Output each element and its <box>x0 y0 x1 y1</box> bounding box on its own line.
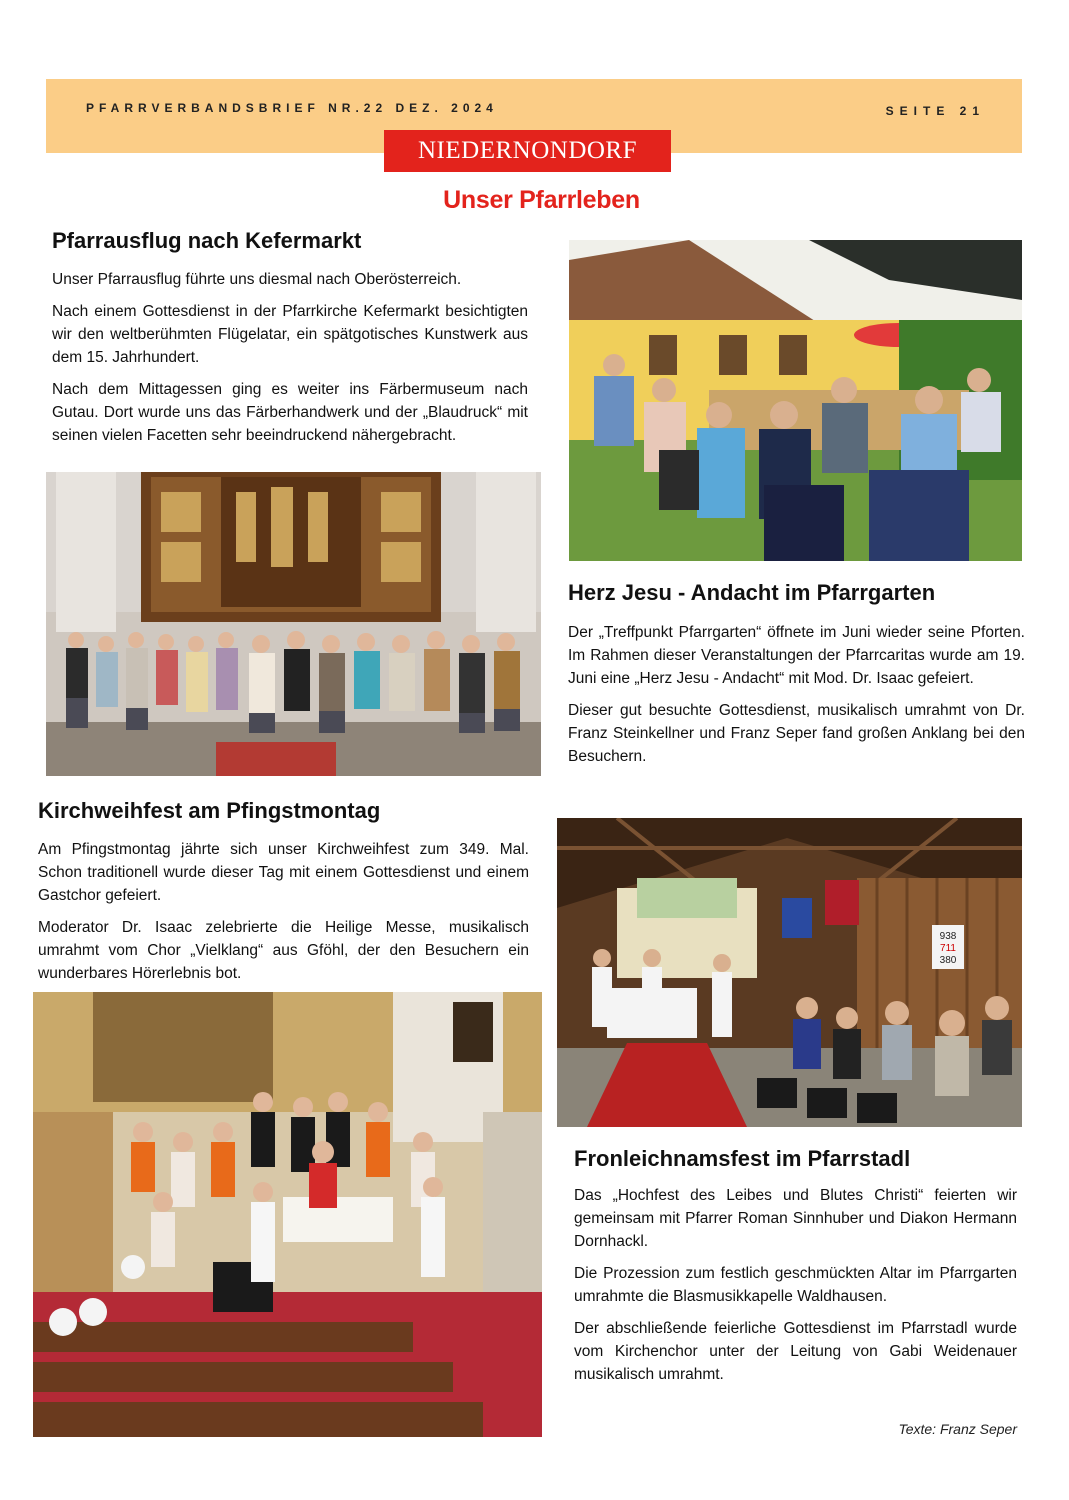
section-banner: NIEDERNONDORF <box>384 130 671 172</box>
paragraph: Dieser gut besuchte Gottesdienst, musikalisch umrahmt von Dr. Franz Steinkellner und Franz Seper fand großen Anklang bei den Besuchern. <box>568 702 1025 765</box>
photo-pfarrstadl <box>557 818 1022 1127</box>
article-body-kefermarkt <box>52 268 528 456</box>
photo-sign-line: 938 <box>939 931 957 942</box>
photo-sign-line: 380 <box>939 955 957 966</box>
paragraph: Nach einem Gottesdienst in der Pfarrkirche Kefermarkt besichtigten wir den weltberühmten Flügelatar, ein spätgotisches Kunstwerk aus dem 15. Jahrhundert. <box>52 303 528 366</box>
article-title-kefermarkt: Pfarrausflug nach Kefermarkt <box>52 228 362 253</box>
paragraph: Der abschließende feierliche Gottesdienst im Pfarrstadl wurde vom Kirchenchor unter der Leitung von Gabi Weidenauer musikalisch umrahmt. <box>574 1320 1017 1383</box>
photo-kirchweihfest <box>33 992 542 1437</box>
article-title-fronleichnam: Fronleichnamsfest im Pfarrstadl <box>574 1146 911 1171</box>
article-body-kirchweihfest <box>38 838 529 994</box>
article-title-herz-jesu: Herz Jesu - Andacht im Pfarrgarten <box>568 580 936 605</box>
publication-title: PFARRVERBANDSBRIEF NR.22 DEZ. 2024 <box>86 101 498 115</box>
paragraph: Das „Hochfest des Leibes und Blutes Christi“ feierten wir gemeinsam mit Pfarrer Roman Sinnhuber und Diakon Hermann Dornhackl. <box>574 1187 1017 1250</box>
paragraph: Die Prozession zum festlich geschmückten Altar im Pfarrgarten umrahmte die Blasmusikkapelle Waldhausen. <box>574 1265 1017 1305</box>
text-credit: Texte: Franz Seper <box>898 1421 1017 1437</box>
article-body-fronleichnam <box>574 1184 1017 1395</box>
paragraph: Der „Treffpunkt Pfarrgarten“ öffnete im Juni wieder seine Pforten. Im Rahmen dieser Veranstaltungen der Pfarrcaritas wurde am 19. Juni eine „Herz Jesu - Andacht“ mit Mod. Dr. Isaac gefeiert. <box>568 624 1025 687</box>
photo-pfarrgarten <box>569 240 1022 561</box>
paragraph: Moderator Dr. Isaac zelebrierte die Heilige Messe, musikalisch umrahmt vom Chor „Vielklang“ aus Gföhl, der den Besuchern ein wunderbares Hörerlebnis bot. <box>38 919 529 982</box>
paragraph: Unser Pfarrausflug führte uns diesmal nach Oberösterreich. <box>52 271 462 288</box>
article-body-herz-jesu <box>568 621 1025 777</box>
photo-kefermarkt-group <box>46 472 541 776</box>
paragraph: Nach dem Mittagessen ging es weiter ins Färbermuseum nach Gutau. Dort wurde uns das Färberhandwerk und der „Blaudruck“ mit seinen vielen Facetten sehr beeindruckend nähergebracht. <box>52 381 528 444</box>
paragraph: Am Pfingstmontag jährte sich unser Kirchweihfest zum 349. Mal. Schon traditionell wurde dieser Tag mit einem Gottesdienst und einem Gastchor gefeiert. <box>38 841 529 904</box>
article-title-kirchweihfest: Kirchweihfest am Pfingstmontag <box>38 798 381 823</box>
page-number: SEITE 21 <box>885 104 985 118</box>
photo-sign-line: 711 <box>940 943 956 954</box>
page-title: Unser Pfarrleben <box>443 186 640 214</box>
